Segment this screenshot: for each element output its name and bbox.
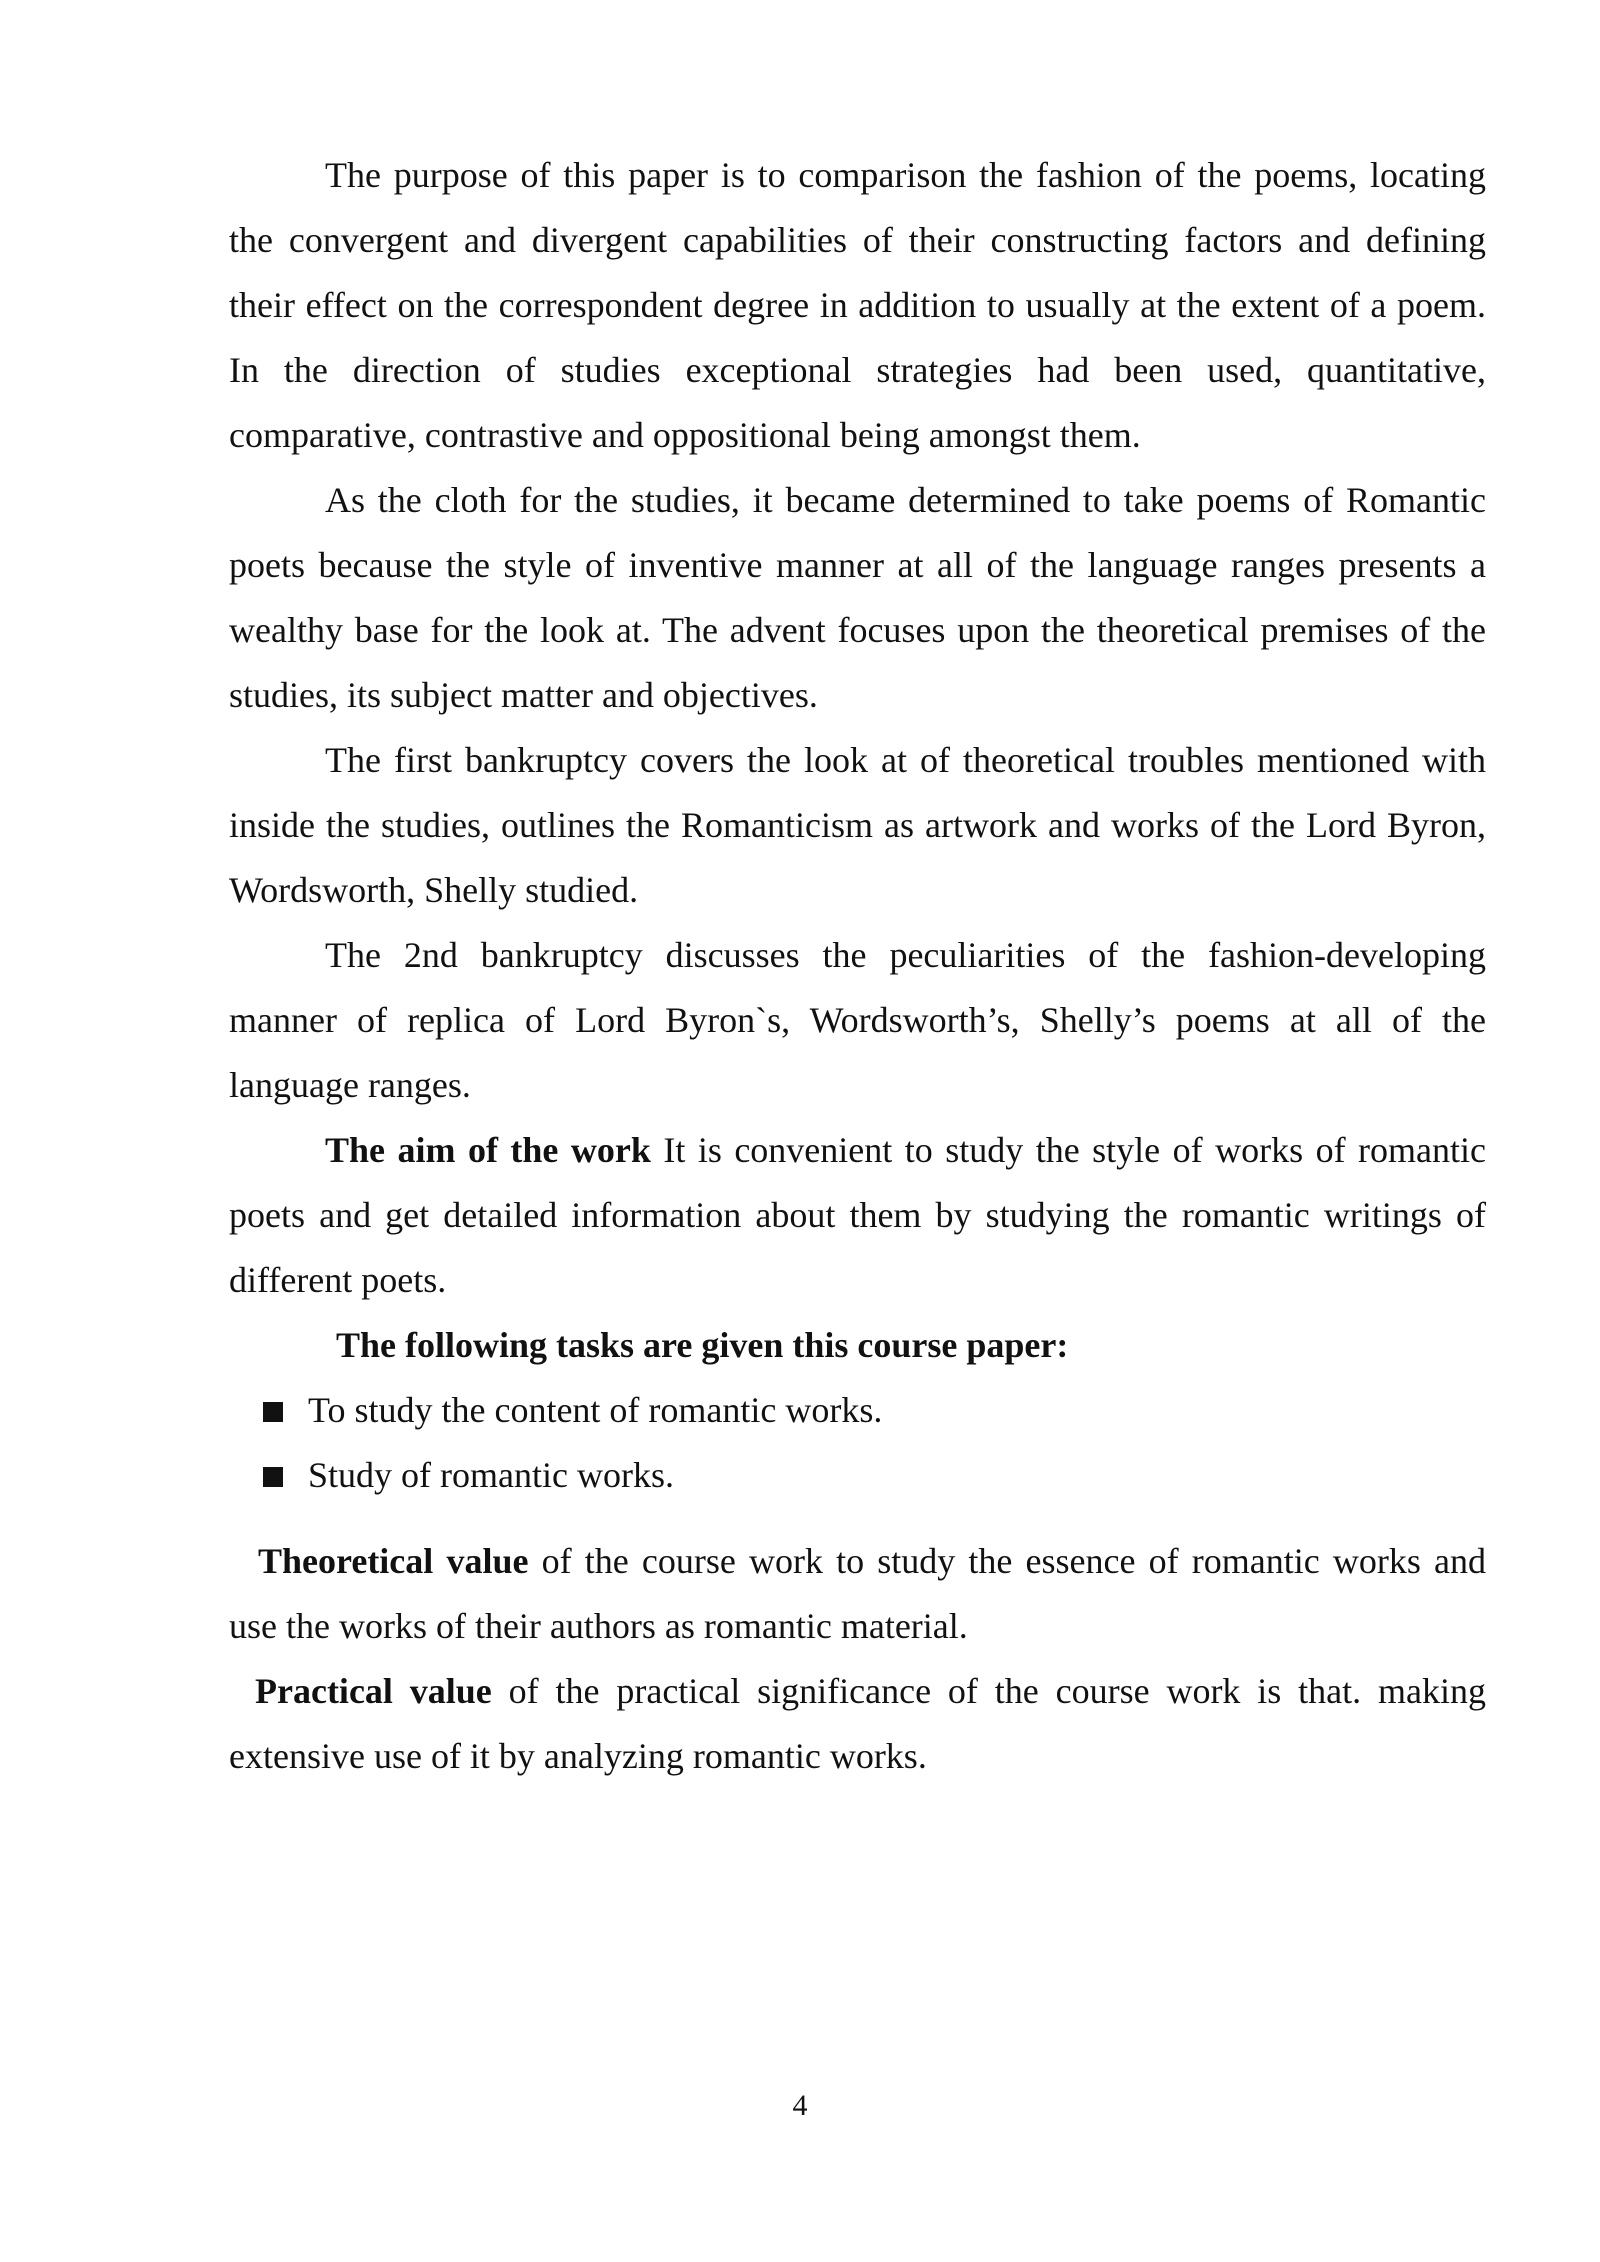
practical-value-label: Practical value [255, 1671, 492, 1711]
paragraph-theoretical-value [229, 1529, 1486, 1659]
square-bullet-icon [263, 1402, 283, 1422]
practical-value-text: of the practical significance of the course work is that. making extensive use of it by analyzing romantic works. [229, 1671, 1487, 1776]
paragraph-first-chapter: The first bankruptcy covers the look at of theoretical troubles mentioned with inside the studies, outlines the Romanticism as artwork and works of the Lord Byron, Wordsworth, Shelly studied. [229, 740, 1486, 910]
page-number: 4 [792, 2089, 808, 2122]
aim-label: The aim of the work [325, 1130, 651, 1170]
paragraph-aim [229, 1118, 1486, 1313]
task-text: Study of romantic works. [308, 1455, 674, 1495]
theoretical-value-label: Theoretical value [258, 1541, 529, 1581]
paragraph-material: As the cloth for the studies, it became determined to take poems of Romantic poets because the style of inventive manner at all of the language ranges presents a wealthy base for the look at. The advent focuses upon the theoretical premises of the studies, its subject matter and objectives. [229, 480, 1486, 715]
aim-text: It is convenient to study the style of works of romantic poets and get detailed information about them by studying the romantic writings of different poets. [229, 1130, 1486, 1300]
square-bullet-icon [263, 1467, 283, 1487]
paragraph-purpose: The purpose of this paper is to comparison the fashion of the poems, locating the convergent and divergent capabilities of their constructing factors and defining their effect on the correspondent degree in addition to usually at the extent of a poem. In the direction of studies exceptional strategies had been used, quantitative, comparative, contrastive and oppositional being amongst them. [229, 155, 1486, 455]
theoretical-value-text: of the course work to study the essence of romantic works and use the works of their authors as romantic material. [229, 1541, 1486, 1646]
task-list [229, 1378, 1486, 1508]
page-content [229, 143, 1486, 1789]
task-item [229, 1378, 1486, 1443]
paragraph-practical-value [229, 1659, 1486, 1789]
task-item [229, 1443, 1486, 1508]
paragraph-second-chapter: The 2nd bankruptcy discusses the peculiarities of the fashion-developing manner of replica of Lord Byron`s, Wordsworth’s, Shelly’s poems at all of the language ranges. [229, 935, 1486, 1105]
tasks-heading: The following tasks are given this course paper: [336, 1325, 1069, 1365]
task-text: To study the content of romantic works. [308, 1390, 883, 1430]
